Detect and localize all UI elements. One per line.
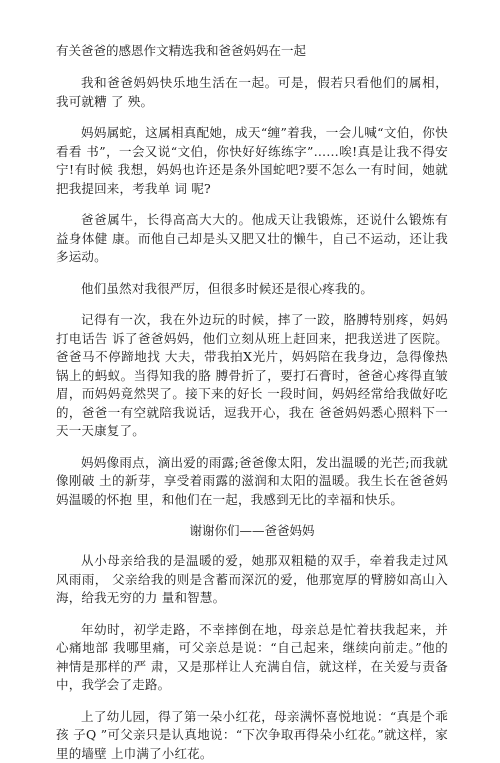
paragraph-6: 妈妈像雨点，滴出爱的雨露;爸爸像太阳，发出温暖的光芒;而我就像刚破 土的新芽，享受着雨露的滋润和太阳的温暖。我生长在爸爸妈妈温暖的怀抱 里，和他们在一起，我感到无比的幸福和快乐。 bbox=[56, 454, 448, 510]
document-title: 有关爸爸的感恩作文精选我和爸爸妈妈在一起 bbox=[56, 42, 448, 60]
paragraph-5: 记得有一次，我在外边玩的时候，摔了一跤，胳膊特别疼，妈妈打电话告 诉了爸爸妈妈，他们立刻从班上赶回来，把我送进了医院。爸爸马不停蹄地找 大夫，带我拍X光片，妈妈陪在我身边，急得像热锅上的蚂蚁。当得知我的胳 膊骨折了，要打石膏时，爸爸心疼得直皱眉，而妈妈竟然哭了。接下来的好长 一段时间，妈妈经常给我做好吃的，爸爸一有空就陪我说话，逗我开心，我在 爸爸妈妈悉心照料下一天一天康复了。 bbox=[56, 311, 448, 441]
paragraph-4: 他们虽然对我很严厉，但很多时候还是很心疼我的。 bbox=[56, 280, 448, 299]
paragraph-1: 我和爸爸妈妈快乐地生活在一起。可是，假若只看他们的属相，我可就糟 了 殃。 bbox=[56, 74, 448, 111]
paragraph-3: 爸爸属牛，长得高高大大的。他成天让我锻炼，还说什么锻炼有益身体健 康。而他自己却是头又肥又壮的懒牛，自己不运动，还让我多运动。 bbox=[56, 211, 448, 267]
section-paragraph-3: 上了幼儿园，得了第一朵小红花，母亲满怀喜悦地说：“真是个乖孩 子Q ”可父亲只是认真地说：“下次争取再得朵小红花。”就这样，家里的墙壁 上巾满了小红花。 bbox=[56, 708, 448, 763]
paragraph-2: 妈妈属蛇，这属相真配她，成天“缠”着我，一会儿喊“文伯，你快看看 书”，一会又说“文伯，你快好好练练字”……唉!真是让我不得安宁!有时候 我想，妈妈也许还是条外国蛇吧?要不怎么一有时间，她就把我提回来，考我单 词 呢? bbox=[56, 124, 448, 198]
section-paragraph-1: 从小母亲给我的是温暖的爱，她那双粗糙的双手，牵着我走过风风雨雨， 父亲给我的则是含蓄而深沉的爱，他那宽厚的臂膀如高山入海，给我无穷的力 量和智慧。 bbox=[56, 552, 448, 608]
section-paragraph-2: 年幼时，初学走路，不幸摔倒在地，母亲总是忙着扶我起来，并心痛地部 我哪里痛，可父亲总是说：“自己起来，继续向前走。”他的神情是那样的严 肃，又是那样让人充满自信，就这样，在关爱与责备中，我学会了走路。 bbox=[56, 621, 448, 695]
section-title: 谢谢你们——爸爸妈妈 bbox=[56, 522, 448, 540]
